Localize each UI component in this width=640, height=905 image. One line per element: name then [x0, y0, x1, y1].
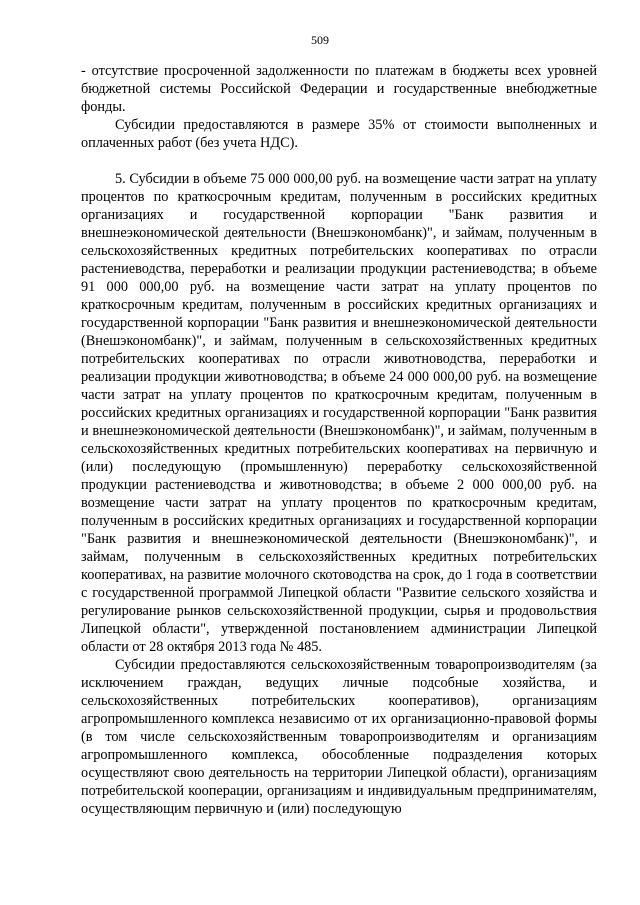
- paragraph-subsidy-rate: Субсидии предоставляются в размере 35% от стоимости выполненных и оплаченных работ (без учета НДС).: [81, 117, 597, 151]
- document-body: [81, 62, 597, 818]
- page-number: 509: [311, 33, 329, 47]
- paragraph-spacer: [81, 152, 597, 170]
- paragraph-item-5-subsidies: 5. Субсидии в объеме 75 000 000,00 руб. на возмещение части затрат на уплату процентов по краткосрочным кредитам, полученным в российских кредитных организациях и государственной корпорации "Банк развития и внешнеэкономической деятельности (Внешэкономбанк)", и займам, полученным в сельскохозяйственных кредитных потребительских кооперативах по отрасли растениеводства, переработки и реализации продукции растениеводства; в объеме 91 000 000,00 руб. на возмещение части затрат на уплату процентов по краткосрочным кредитам, полученным в российских кредитных организациях и государственной корпорации "Банк развития и внешнеэкономической деятельности (Внешэкономбанк)", и займам, полученным в сельскохозяйственных кредитных потребительских кооперативах по отрасли животноводства, переработки и реализации продукции животноводства; в объеме 24 000 000,00 руб. на возмещение части затрат на уплату процентов по краткосрочным кредитам, полученным в российских кредитных организациях и государственной корпорации "Банк развития и внешнеэкономической деятельности (Внешэкономбанк)", и займам, полученным в сельскохозяйственных кредитных потребительских кооперативах на первичную и (или) последующую (промышленную) переработку сельскохозяйственной продукции растениеводства и животноводства; в объеме 2 000 000,00 руб. на возмещение части затрат на уплату процентов по краткосрочным кредитам, полученным в российских кредитных организациях и государственной корпорации "Банк развития и внешнеэкономической деятельности (Внешэкономбанк)", и займам, полученным в сельскохозяйственных кредитных потребительских кооперативах, на развитие молочного скотоводства на срок, до 1 года в соответствии с государственной программой Липецкой области "Развитие сельского хозяйства и регулирование рынков сельскохозяйственной продукции, сырья и продовольствия Липецкой области", утвержденной постановлением администрации Липецкой области от 28 октября 2013 года № 485.: [81, 171, 597, 655]
- paragraph-debt-condition: - отсутствие просроченной задолженности по платежам в бюджеты всех уровней бюджетной системы Российской Федерации и государственные внебюджетные фонды.: [81, 63, 597, 115]
- paragraph-subsidy-recipients: Субсидии предоставляются сельскохозяйственным товаропроизводителям (за исключением граждан, ведущих личные подсобные хозяйства, и сельскохозяйственных потребительских кооперативов), организациям агропромышленного комплекса независимо от их организационно-правовой формы (в том числе сельскохозяйственным товаропроизводителям и организациям агропромышленного комплекса, обособленные подразделения которых осуществляют свою деятельность на территории Липецкой области), организациям потребительской кооперации, организациям и индивидуальным предпринимателям, осуществляющим первичную и (или) последующую: [81, 657, 597, 817]
